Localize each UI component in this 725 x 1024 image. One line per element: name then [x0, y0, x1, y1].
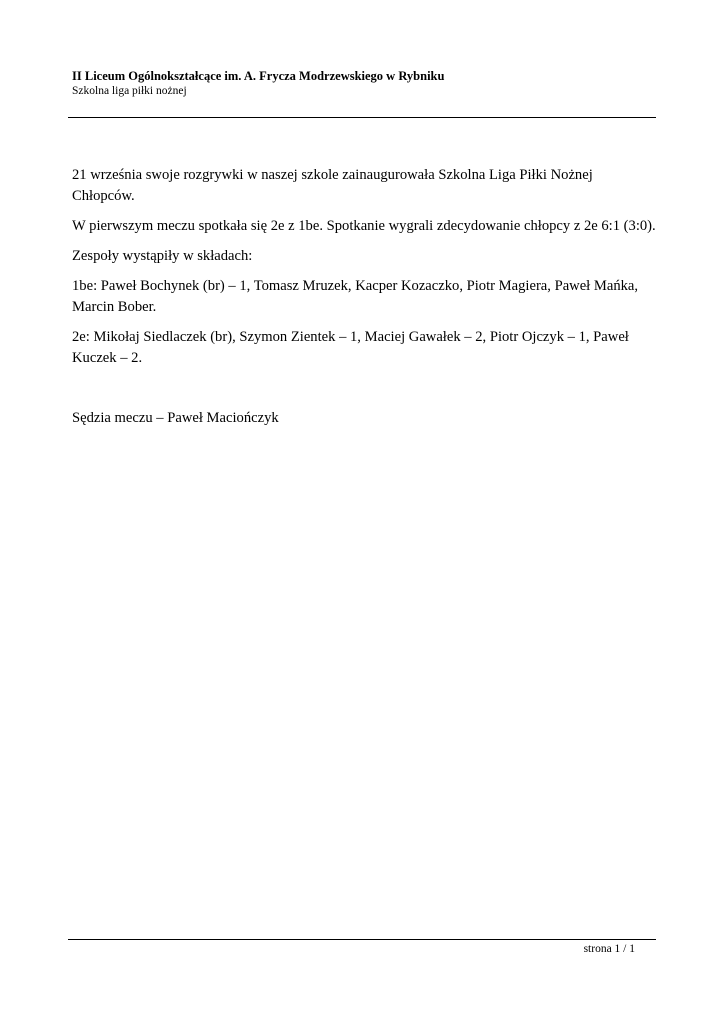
- paragraph-referee: Sędzia meczu – Paweł Maciończyk: [72, 410, 279, 426]
- school-name: II Liceum Ogólnokształcące im. A. Frycza Modrzewskiego w Rybniku: [72, 69, 445, 83]
- document-subtitle: Szkolna liga piłki nożnej: [72, 85, 187, 97]
- header-divider: [68, 117, 656, 118]
- page-header: [72, 68, 656, 99]
- blank-line: [72, 378, 656, 408]
- footer-divider: [68, 939, 656, 940]
- paragraph-team-1be: 1be: Paweł Bochynek (br) – 1, Tomasz Mruzek, Kacper Kozaczko, Piotr Magiera, Paweł Mańka, Marcin Bober.: [72, 278, 639, 315]
- paragraph-team-2e: 2e: Mikołaj Siedlaczek (br), Szymon Zientek – 1, Maciej Gawałek – 2, Piotr Ojczyk – 1, Paweł Kuczek – 2.: [72, 329, 629, 366]
- paragraph-match-result: W pierwszym meczu spotkała się 2e z 1be. Spotkanie wygrali zdecydowanie chłopcy z 2e 6:1 (3:0).: [72, 218, 656, 234]
- page-number: strona 1 / 1: [583, 943, 635, 955]
- paragraph-intro: 21 września swoje rozgrywki w naszej szkole zainaugurowała Szkolna Liga Piłki Nożnej Chłopców.: [72, 167, 593, 204]
- paragraph-lineups-heading: Zespoły wystąpiły w składach:: [72, 248, 253, 264]
- article-body: [72, 165, 656, 438]
